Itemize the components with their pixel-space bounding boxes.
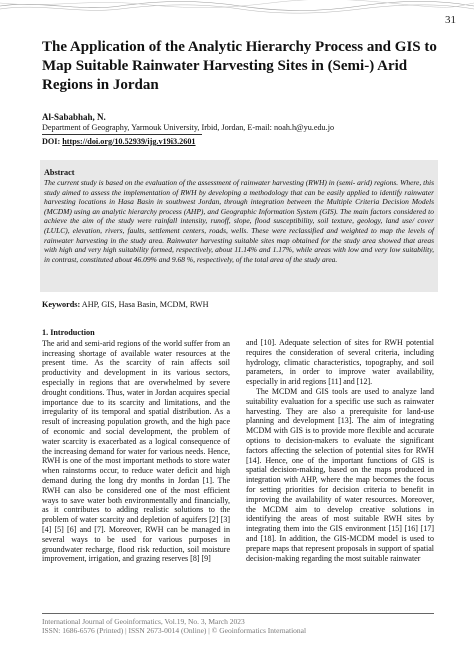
- keywords-line: [42, 300, 432, 309]
- header-wave-decoration: [0, 0, 474, 14]
- page-footer: [42, 617, 434, 636]
- doi-label: DOI:: [42, 137, 61, 146]
- keywords-label: Keywords:: [42, 300, 81, 309]
- abstract-text: The current study is based on the evaluation of the assessment of rainwater harvesting (RWH) in (semi- arid) regions. Where, this study aimed to assess the implementation of RWH by developing a methodology that can be easily applied to identify rainwater harvesting locations in Hasa Basin in southwest Jordan, through integration between the Multiple Criteria Decision Models (MCDM) using an analytic hierarchy process (AHP), and Geographic Information System (GIS). The main factors considered to achieve the aim of the study were rainfall intensity, runoff, slope, flood susceptibility, soil texture, geology, land use/ cover (LULC), elevation, rivers, faults, settlement centers, roads, wells. These were reclassified and weighted to map the levels of rainwater harvesting in the study area. Rainwater harvesting suitable sites map obtained for the study area showed that areas with high and very high suitability formed, respectively, about 11.14% and 1.17%, while areas with low and very low suitability, in contrast, constituted about 46.09% and 9.68 %, respectively, of the total area of the study area.: [44, 178, 434, 264]
- paper-title: The Application of the Analytic Hierarchy Process and GIS to Map Suitable Rainwater Harvesting Sites in (Semi-) Arid Regions in Jordan: [42, 39, 437, 93]
- footer-rule: [42, 613, 434, 614]
- page-number: 31: [445, 14, 456, 26]
- keywords-text: AHP, GIS, Hasa Basin, MCDM, RWH: [80, 300, 209, 309]
- body-column-right: [246, 338, 434, 563]
- footer-journal-line: International Journal of Geoinformatics, Vol.19, No. 3, March 2023: [42, 617, 245, 626]
- abstract-heading: Abstract: [44, 168, 75, 177]
- body-paragraph: The MCDM and GIS tools are used to analyze land suitability evaluation for a specific use such as rainwater harvesting. They are also a prerequisite for land-use planning and development [13]. The aim of integrating MCDM with GIS is to provide more flexible and accurate options to decision-makers to evaluate the significant factors affecting the selection of potential sites for RWH [14]. Hence, one of the important functions of GIS is spatial decision-making, based on the maps produced in integration with AHP, where the map becomes the focus for setting priorities for decision criteria to benefit in improving the availability of water resources. Moreover, the MCDM aim to develop creative solutions in identifying the areas of most suitable RWH sites by integrating them into the GIS environment [15] [16] [17] and [18]. In addition, the GIS-MCDM model is used to prepare maps that represent proposals in support of spatial decision-making regarding the most suitable rainwater: [246, 386, 434, 563]
- author-affiliation: Department of Geography, Yarmouk University, Irbid, Jordan, E-mail: noah.h@yu.edu.jo: [42, 123, 335, 132]
- doi-link[interactable]: https://doi.org/10.52939/ijg.v19i3.2601: [62, 137, 196, 146]
- affiliation-rule: [42, 134, 202, 135]
- section-heading-introduction: 1. Introduction: [42, 328, 95, 337]
- body-column-left: [42, 328, 230, 564]
- doi-line: [42, 137, 196, 146]
- body-paragraph: and [10]. Adequate selection of sites for RWH potential requires the consideration of several criteria, including hydrology, climatic characteristics, topography, and soil parameters, in order to improve water availability, especially in arid regions [11] and [12].: [246, 338, 434, 387]
- body-paragraph: The arid and semi-arid regions of the world suffer from an increasing shortage of available water resources at the present time. As the scarcity of rain affects soil productivity and development in its various sectors, especially in regions that are overwhelmed by severe drought conditions. Thus, water in Jordan acquires special importance due to its scarcity and limitations, and the irregularity of its temporal and spatial distribution. As a result of increasing population growth, and the high pace of economic and social development, the problem of water scarcity is exacerbated as a logical consequence of the increasing demand for water for various needs. Hence, RWH is one of the most important methods to store water when rainstorms occur, to reduce water deficit and high demand during the long dry months in Jordan [1]. The RWH can also be considered one of the most efficient ways to save water both environmentally and financially, as it contributes to adding realistic solutions to the problem of water scarcity and depletion of aquifers [2] [3] [4] [5] [6] and [7]. Moreover, RWH can be managed in several ways to be used for various purposes in groundwater recharge, flood risk reduction, soil moisture improvement, irrigation, and grazing reserves [8] [9]: [42, 338, 230, 564]
- author-name: Al-Sababhah, N.: [42, 112, 106, 122]
- footer-issn-line: ISSN: 1686-6576 (Printed) | ISSN 2673-0014 (Online) | © Geoinformatics International: [42, 626, 307, 636]
